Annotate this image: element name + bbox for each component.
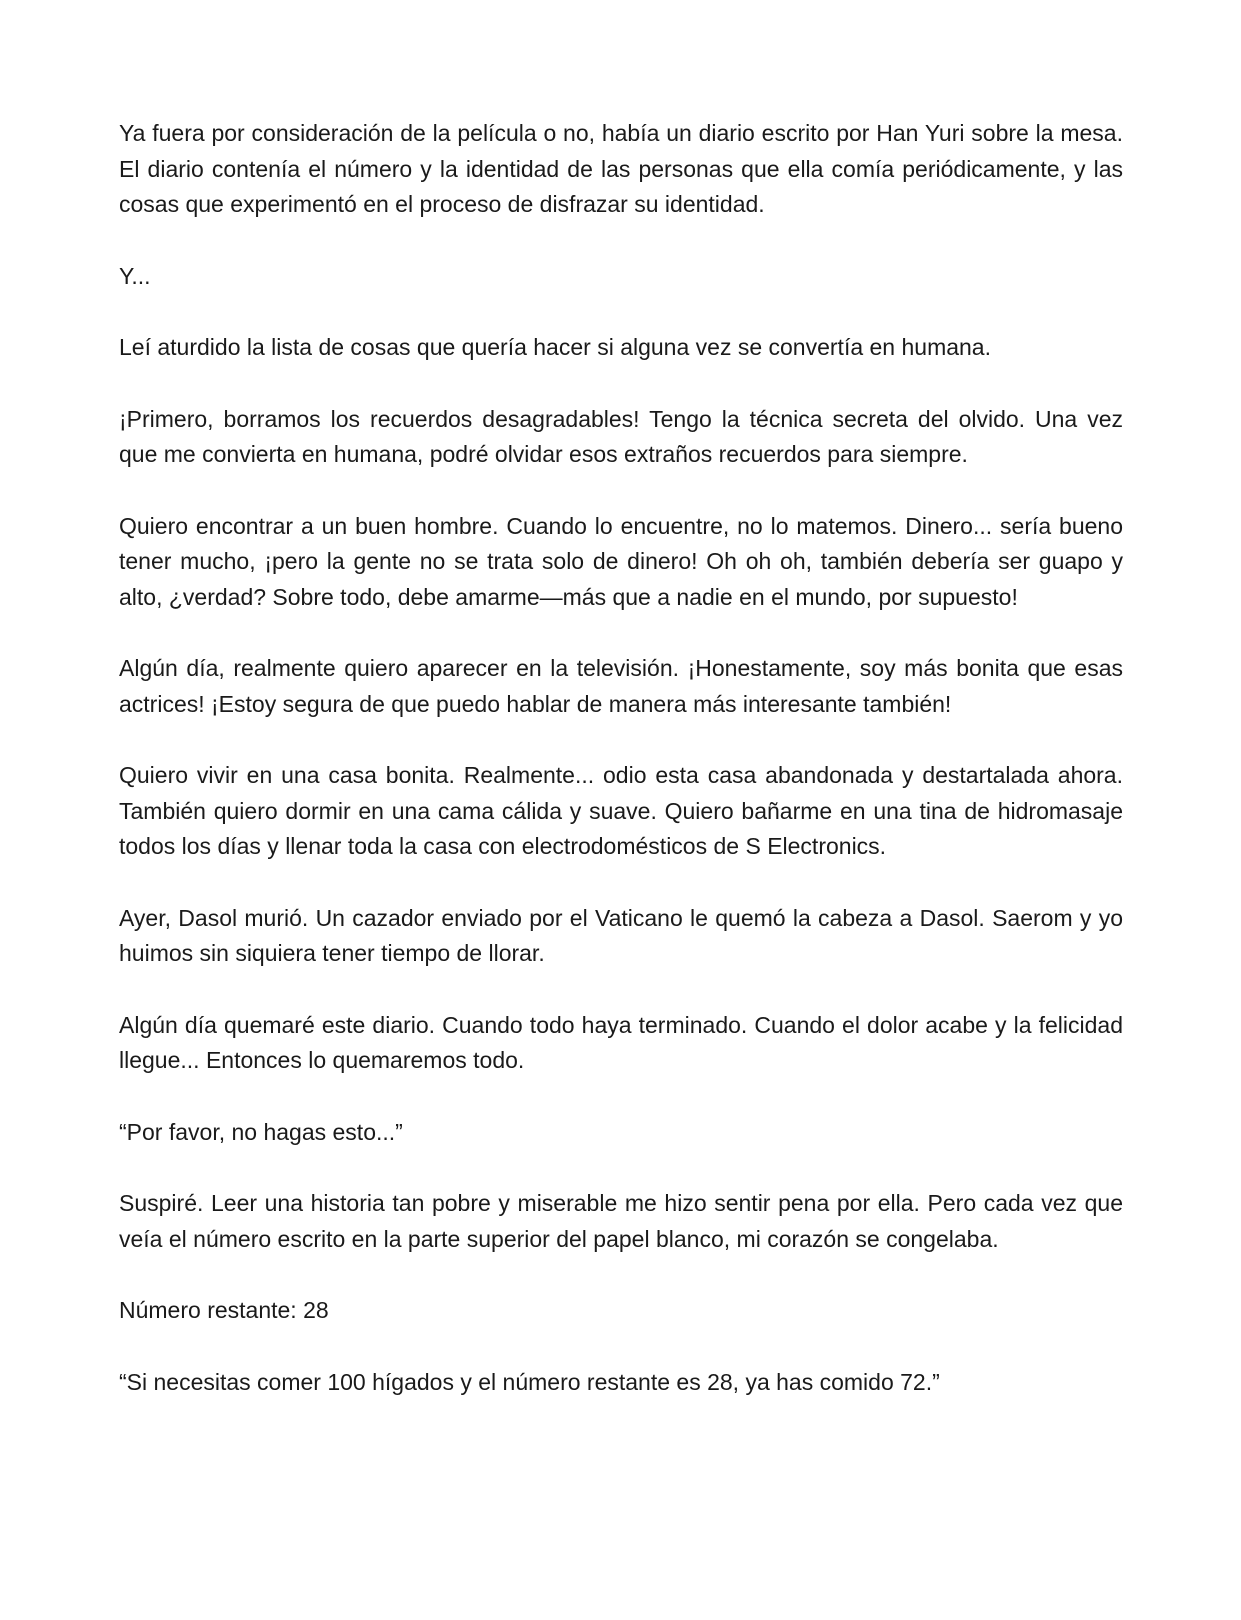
- paragraph-4: ¡Primero, borramos los recuerdos desagradables! Tengo la técnica secreta del olvido. Una vez que me convierta en humana, podré olvidar esos extraños recuerdos para siempre.: [119, 405, 1123, 467]
- paragraph-13: “Si necesitas comer 100 hígados y el número restante es 28, ya has comido 72.”: [119, 1368, 940, 1395]
- document-body: [119, 116, 1123, 1400]
- paragraph-12: Número restante: 28: [119, 1297, 329, 1323]
- paragraph-7: Quiero vivir en una casa bonita. Realmente... odio esta casa abandonada y destartalada ahora. También quiero dormir en una cama cálida y suave. Quiero bañarme en una tina de hidromasaje todos los días y llenar toda la casa con electrodomésticos de S Electronics.: [119, 762, 1123, 859]
- paragraph-5: Quiero encontrar a un buen hombre. Cuando lo encuentre, no lo matemos. Dinero... sería bueno tener mucho, ¡pero la gente no se trata solo de dinero! Oh oh oh, también debería ser guapo y alto, ¿verdad? Sobre todo, debe amarme—más que a nadie en el mundo, por supuesto!: [119, 512, 1123, 610]
- paragraph-11: Suspiré. Leer una historia tan pobre y miserable me hizo sentir pena por ella. Pero cada vez que veía el número escrito en la parte superior del papel blanco, mi corazón se congelaba.: [119, 1190, 1123, 1252]
- paragraph-2: Y...: [119, 262, 151, 289]
- paragraph-3: Leí aturdido la lista de cosas que quería hacer si alguna vez se convertía en humana.: [119, 334, 991, 360]
- paragraph-9: Algún día quemaré este diario. Cuando todo haya terminado. Cuando el dolor acabe y la felicidad llegue... Entonces lo quemaremos todo.: [119, 1011, 1123, 1073]
- paragraph-6: Algún día, realmente quiero aparecer en la televisión. ¡Honestamente, soy más bonita que esas actrices! ¡Estoy segura de que puedo hablar de manera más interesante también!: [119, 655, 1123, 717]
- paragraph-8: Ayer, Dasol murió. Un cazador enviado por el Vaticano le quemó la cabeza a Dasol. Saerom y yo huimos sin siquiera tener tiempo de llorar.: [119, 904, 1123, 966]
- paragraph-1: Ya fuera por consideración de la película o no, había un diario escrito por Han Yuri sobre la mesa. El diario contenía el número y la identidad de las personas que ella comía periódicamente, y las cosas que experimentó en el proceso de disfrazar su identidad.: [119, 120, 1123, 217]
- paragraph-10: “Por favor, no hagas esto...”: [119, 1118, 403, 1145]
